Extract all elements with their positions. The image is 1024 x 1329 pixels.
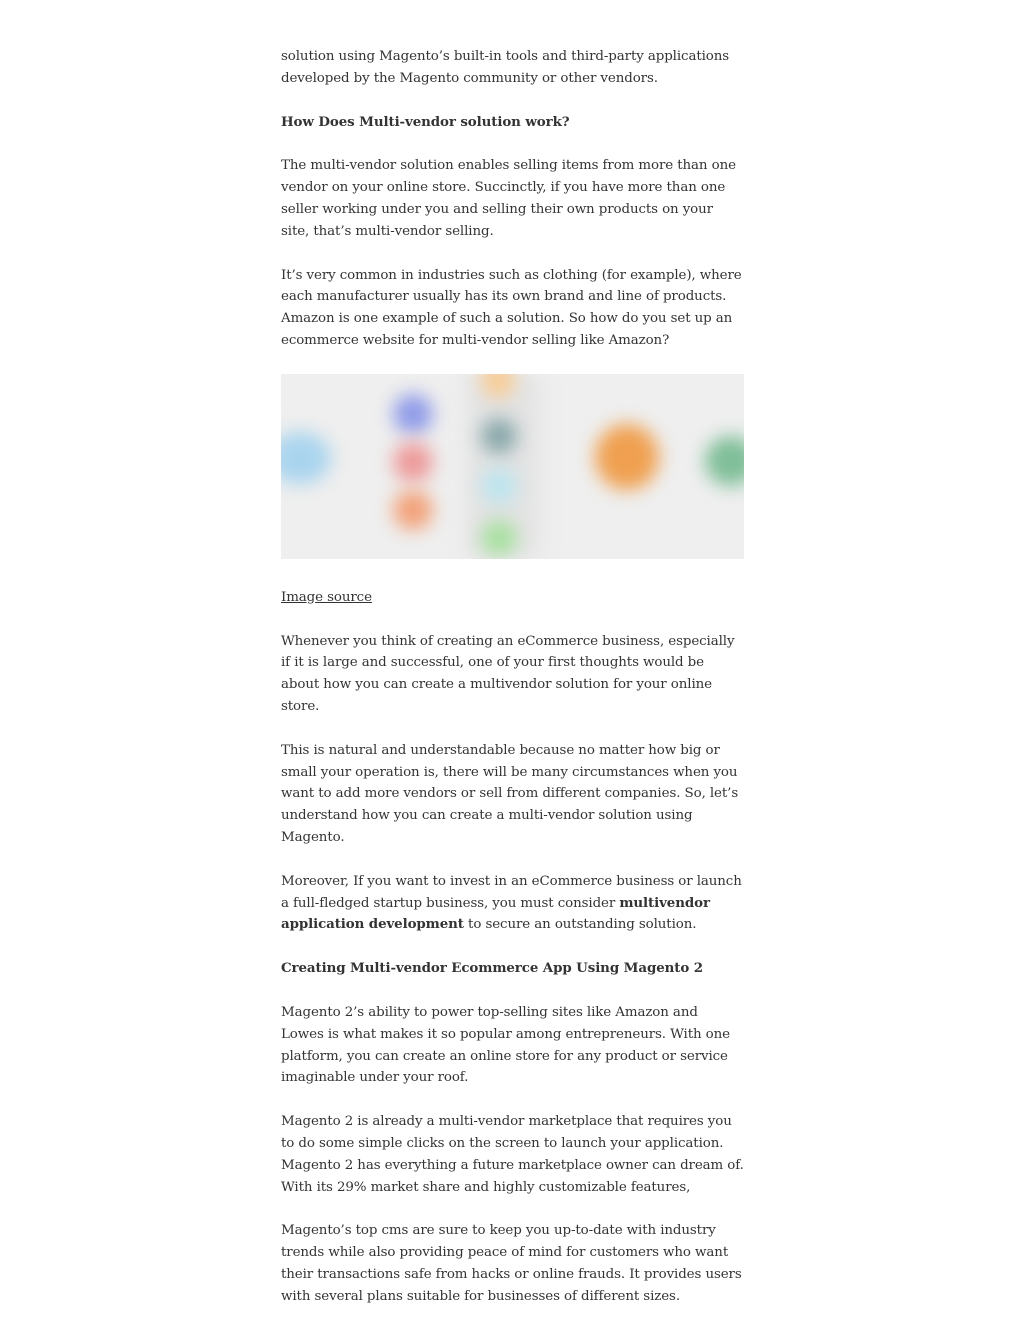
paragraph-common-industries: It’s very common in industries such as clothing (for example), where each manufacturer usually has its own brand and line of products. Amazon is one example of such a solution. So how do you set up an ecommerce website for multi-vendor selling like Amazon?	[281, 267, 742, 348]
paragraph-moreover	[281, 871, 744, 936]
article-body	[281, 46, 744, 1329]
multivendor-development-bold: multivendor application development	[281, 894, 710, 933]
paragraph-intro-continued: solution using Magento’s built-in tools and third-party applications developed by the Magento community or other vendors.	[281, 49, 730, 86]
paragraph-multivendor-enables: The multi-vendor solution enables selling items from more than one vendor on your online store. Succinctly, if you have more than one seller working under you and selling their own products on your site, that’s multi-vendor selling.	[281, 158, 736, 239]
paragraph-magento2-already: Magento 2 is already a multi-vendor marketplace that requires you to do some simple clicks on the screen to launch your application. Magento 2 has everything a future marketplace owner can dream of. With its 29% market share and highly customizable features,	[281, 1114, 744, 1195]
green-small-node	[481, 520, 517, 556]
paragraph-whenever: Whenever you think of creating an eCommerce business, especially if it is large and successful, one of your first thoughts would be about how you can create a multivendor solution for your online store.	[281, 633, 735, 714]
paragraph-top-cms: Magento’s top cms are sure to keep you up-to-date with industry trends while also providing peace of mind for customers who want their transactions safe from hacks or online frauds. It provides users with several plans suitable for businesses of different sizes.	[281, 1223, 742, 1304]
orange-large-node	[595, 424, 659, 490]
heading-creating-magento2: Creating Multi-vendor Ecommerce App Using Magento 2	[281, 960, 703, 977]
moreover-text-end: to secure an outstanding solution.	[463, 917, 697, 933]
image-source-link[interactable]: Image source	[281, 589, 372, 605]
cyan-node	[481, 468, 517, 504]
blurred-diagram-image	[281, 374, 744, 559]
green-node	[705, 436, 744, 486]
image-source-line	[281, 587, 744, 609]
heading-how-multivendor-works: How Does Multi-vendor solution work?	[281, 113, 570, 130]
light-blue-node	[281, 432, 331, 484]
paragraph-natural: This is natural and understandable because no matter how big or small your operation is, there will be many circumstances when you want to add more vendors or sell from different companies. So, let’s understand how you can create a multi-vendor solution using Magento.	[281, 742, 739, 845]
moreover-text-start: Moreover, If you want to invest in an eCommerce business or launch a full-fledged startup business, you must consider	[281, 873, 742, 911]
paragraph-magento2-ability: Magento 2’s ability to power top-selling sites like Amazon and Lowes is what makes it so popular among entrepreneurs. With one platform, you can create an online store for any product or service imaginable under your roof.	[281, 1004, 730, 1086]
teal-node	[481, 418, 517, 454]
orange-small-node	[393, 490, 433, 530]
red-node	[393, 442, 433, 482]
blue-node	[393, 394, 433, 434]
